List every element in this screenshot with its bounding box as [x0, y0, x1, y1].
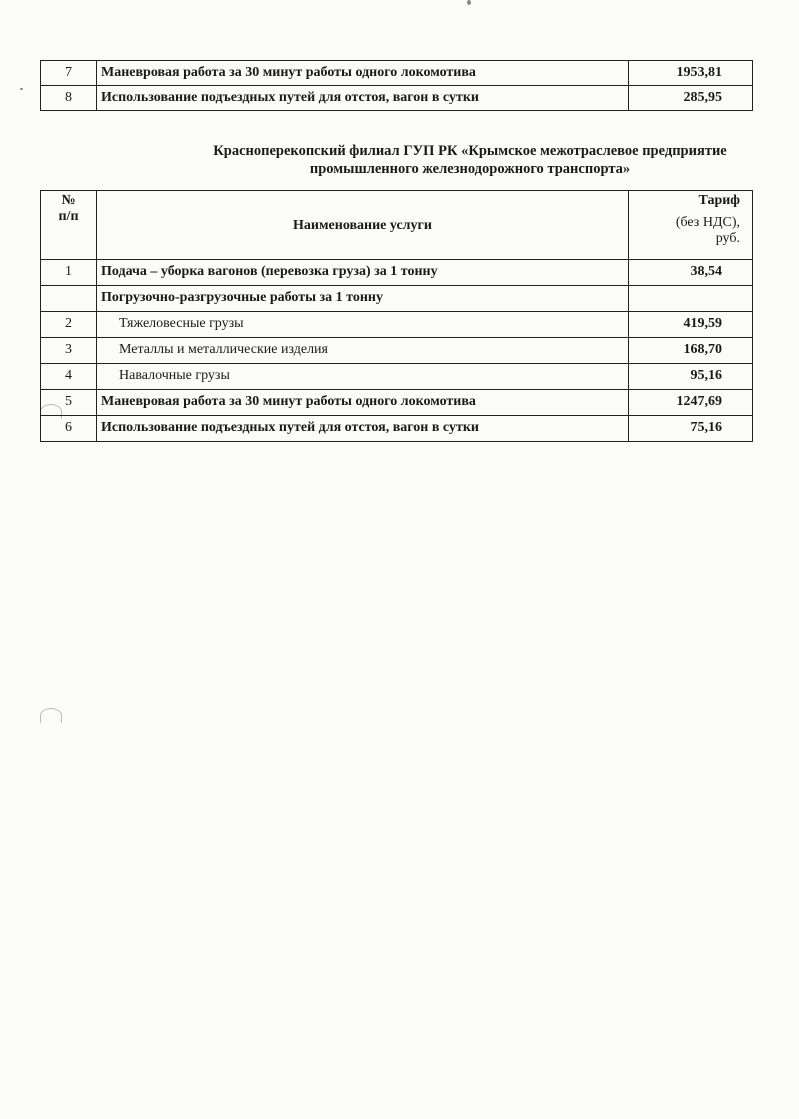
tariff-value: 1953,81 [629, 61, 753, 86]
table-row [41, 364, 753, 390]
table-row [41, 416, 753, 442]
tariff-value: 285,95 [629, 86, 753, 111]
service-name: Использование подъездных путей для отстоя, вагон в сутки [97, 86, 629, 111]
row-number: 4 [41, 364, 97, 390]
section-caption [160, 142, 780, 178]
caption-line: Красноперекопский филиал ГУП РК «Крымское межотраслевое предприятие [213, 143, 727, 159]
service-name: Подача – уборка вагонов (перевозка груза) за 1 тонну [97, 260, 629, 286]
tariff-value: 95,16 [629, 364, 753, 390]
row-number: 8 [41, 86, 97, 111]
row-number: 7 [41, 61, 97, 86]
row-number: 3 [41, 338, 97, 364]
service-name: Металлы и металлические изделия [97, 338, 629, 364]
service-group-name: Погрузочно-разгрузочные работы за 1 тонну [97, 286, 629, 312]
tariff-value: 1247,69 [629, 390, 753, 416]
tariff-value: 75,16 [629, 416, 753, 442]
header-tariff [629, 191, 753, 260]
tariff-value [629, 286, 753, 312]
scan-speck [20, 88, 23, 90]
header-number [41, 191, 97, 260]
scan-speck [467, 0, 471, 5]
row-number: 5 [41, 390, 97, 416]
table-row [41, 86, 753, 111]
header-service-name: Наименование услуги [97, 191, 629, 260]
header-tariff-title: Тариф [698, 193, 740, 208]
table-row [41, 390, 753, 416]
tariff-table [40, 190, 753, 442]
table-row [41, 338, 753, 364]
row-number: 2 [41, 312, 97, 338]
tariff-value: 419,59 [629, 312, 753, 338]
table-row [41, 286, 753, 312]
row-number: 6 [41, 416, 97, 442]
row-number [41, 286, 97, 312]
service-name: Маневровая работа за 30 минут работы одного локомотива [97, 61, 629, 86]
table-header-row [41, 191, 753, 260]
caption-line: промышленного железнодорожного транспорта» [309, 161, 631, 178]
header-tariff-note: (без НДС), [675, 215, 740, 231]
service-name: Навалочные грузы [97, 364, 629, 390]
tariff-value: 38,54 [629, 260, 753, 286]
header-tariff-unit: руб. [715, 231, 740, 247]
table-row [41, 260, 753, 286]
header-number-symbol: № [61, 193, 76, 208]
tariff-table-continued [40, 60, 753, 111]
table-row [41, 312, 753, 338]
row-number: 1 [41, 260, 97, 286]
service-name: Маневровая работа за 30 минут работы одного локомотива [97, 390, 629, 416]
header-number-abbr: п/п [58, 209, 79, 225]
service-name: Тяжеловесные грузы [97, 312, 629, 338]
table-row [41, 61, 753, 86]
service-name: Использование подъездных путей для отстоя, вагон в сутки [97, 416, 629, 442]
punch-hole-mark [40, 708, 62, 723]
tariff-value: 168,70 [629, 338, 753, 364]
